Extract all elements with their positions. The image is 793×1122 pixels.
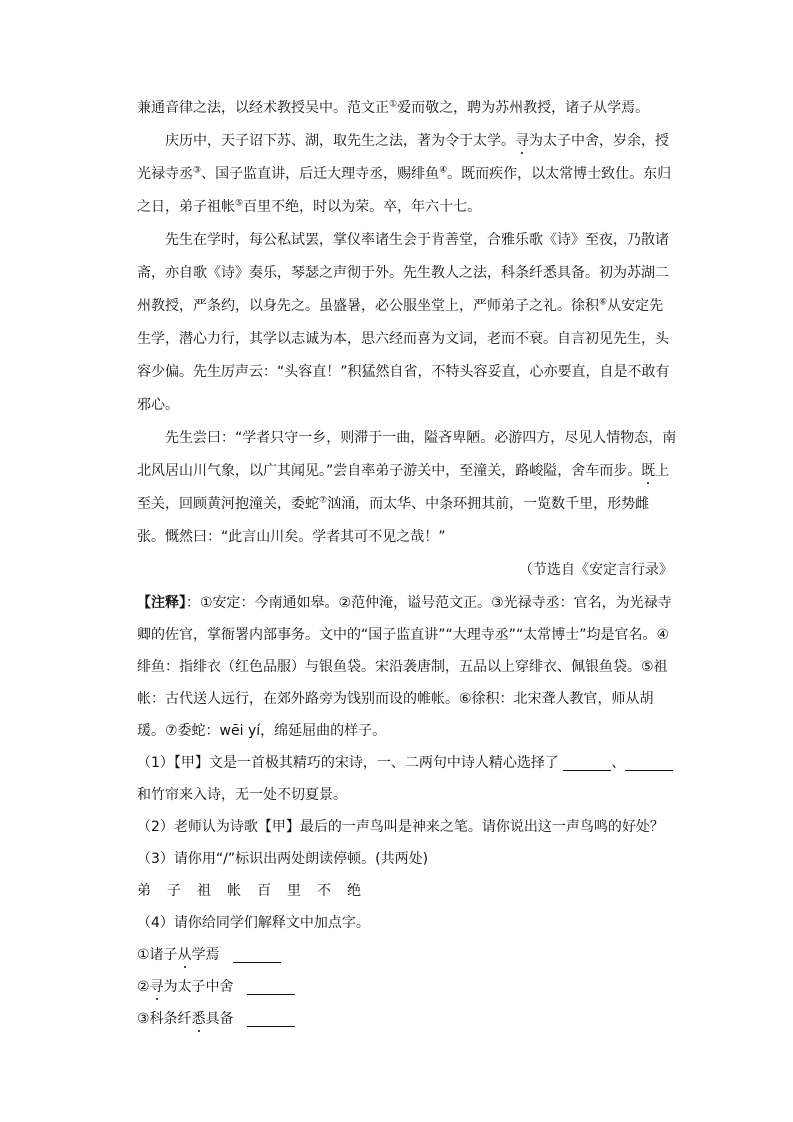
dotted-char: 悉	[191, 1011, 206, 1027]
answer-blank[interactable]	[563, 756, 611, 771]
dotted-char: 寻	[515, 133, 529, 149]
dotted-char: 从	[177, 947, 192, 963]
dotted-char: 既	[641, 463, 656, 479]
footnote-ref: ⑥	[599, 297, 608, 308]
vocab-item-3: ③科条纤悉具备	[137, 1003, 677, 1035]
dotted-char: 寻	[149, 979, 164, 995]
passage-para-4: 先生尝曰：“学者只守一乡，则滞于一曲，隘吝卑陋。必游四方，尽见人情物态，南北风居山川气象，以广其闻见。”尝自率弟子游关中，至潼关，路峻隘，舍车而步。既上至关，回顾黄河抱潼关，委蛇⑦汹涌，而太华、中条环拥其前，一览数千里，形势雌张。慨然曰：“此言山川矣。学者其可不见之哉！”	[137, 430, 677, 545]
footnote-ref: ⑤	[235, 198, 244, 209]
footnote-ref: ④	[439, 165, 448, 176]
passage-para-1: 兼通音律之法，以经术教授吴中。范文正①爱而敬之，聘为苏州教授，诸子从学焉。	[137, 99, 650, 116]
question-3: （3）请你用“/”标识出两处朗读停顿。(共两处)	[137, 851, 429, 867]
footnote-ref: ⑦	[319, 495, 328, 506]
vocab-item-1: ①诸子从学焉	[137, 939, 677, 971]
answer-blank[interactable]	[247, 980, 295, 995]
source-citation: （节选自《安定言行录》	[519, 562, 673, 578]
pause-mark-line[interactable]: 弟子祖帐百里不绝	[137, 883, 377, 899]
question-4: （4）请你给同学们解释文中加点字。	[137, 915, 370, 931]
footnote-ref: ①	[389, 99, 398, 110]
passage-para-2: 庆历中，天子诏下苏、湖，取先生之法，著为令于太学。寻为太子中舍，岁余，授光禄寺丞③、国子监直讲，后迁大理寺丞，赐绯鱼④。既而疾作，以太常博士致仕。东归之日，弟子祖帐⑤百里不绝，时以为荣。卒，年六十七。	[137, 133, 672, 215]
notes-label: 【注释】	[137, 595, 186, 611]
vocab-item-2: ②寻为太子中舍	[137, 971, 677, 1003]
question-2: （2）老师认为诗歌【甲】最后的一声鸟叫是神来之笔。请你说出这一声鸟鸣的好处？	[137, 819, 664, 835]
footnote-ref: ③	[193, 165, 202, 176]
document-page	[137, 92, 677, 1035]
answer-blank[interactable]	[233, 948, 281, 963]
notes: 【注释】：①安定：今南通如皋。②范仲淹，谥号范文正。③光禄寺丞：官名，为光禄寺卿的佐官，掌衙署内部事务。文中的“国子监直讲”“大理寺丞”“太常博士”均是官名。④绯鱼：指绯衣（红色品服）与银鱼袋。宋沿袭唐制，五品以上穿绯衣、佩银鱼袋。⑤祖帐：古代送人远行，在郊外路旁为饯别而设的帷帐。⑥徐积：北宋聋人教官，师从胡瑗。⑦委蛇：wēi yí，绵延屈曲的样子。	[137, 595, 672, 739]
passage-para-3: 先生在学时，每公私试罢，掌仪率诸生会于肯善堂，合雅乐歌《诗》至夜，乃散诸斋，亦自歌《诗》奏乐，琴瑟之声彻于外。先生教人之法，科条纤悉具备。初为苏湖二州教授，严条约，以身先之。虽盛暑，必公服坐堂上，严师弟子之礼。徐积⑥从安定先生学，潜心力行，其学以志诚为本，思六经而喜为文词，老而不衰。自言初见先生，头容少偏。先生厉声云：“头容直！”积猛然自省，不特头容妥直，心亦要直，自是不敢有邪心。	[137, 232, 670, 413]
answer-blank[interactable]	[247, 1012, 295, 1027]
question-1: （1）【甲】文是一首极其精巧的宋诗，一、二两句中诗人精心选择了 、和竹帘来入诗，无一处不切夏景。	[137, 747, 677, 811]
answer-blank[interactable]	[625, 756, 673, 771]
